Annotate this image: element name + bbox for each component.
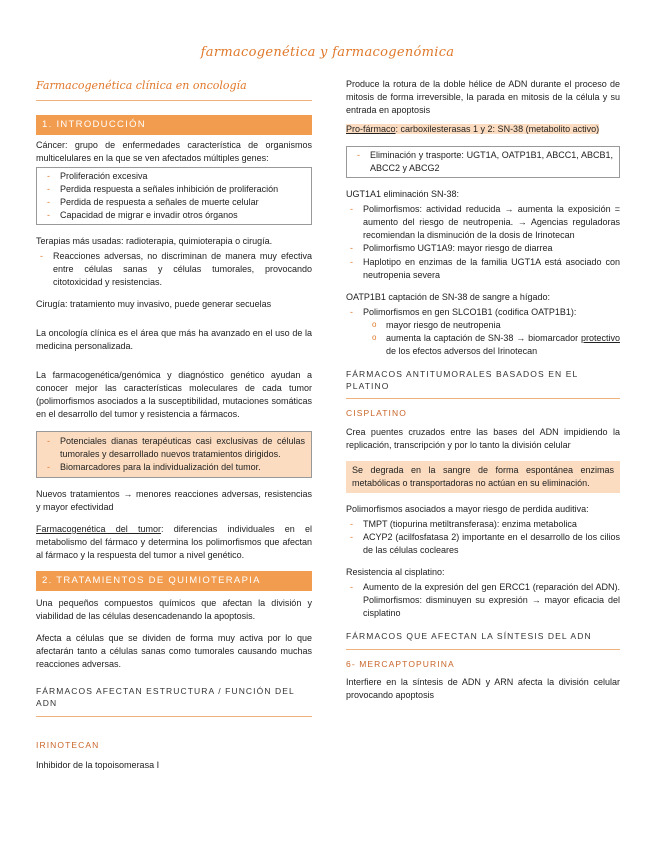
quimio-text-2: Afecta a células que se dividen de forma muy activa por lo que afectarán tanto a células sanas como tumorales causando muchas reacciones adversas. <box>36 632 312 669</box>
heading-mercaptopurina: 6- MERCAPTOPURINA <box>346 658 455 669</box>
right-column <box>346 78 620 711</box>
heading-cisplatino: CISPLATINO <box>346 408 407 419</box>
list-item: - Aumento de la expresión del gen ERCC1 (reparación del ADN). Polimorfismos: disminuyen su expresión → mayor eficacia del cisplatino <box>346 581 620 620</box>
subitem-underlined: protectivo <box>580 332 620 343</box>
profarmaco-desc: : carboxilesterasas 1 y 2: SN-38 (metabolito activo) <box>395 124 600 135</box>
oncologia-text: La oncología clínica es el área que más ha avanzado en el uso de la medicina personalizada. <box>36 328 312 352</box>
rotura-text: Produce la rotura de la doble hélice de ADN durante el proceso de mitosis de forma irreversible, la parada en mitosis de la célula y su entrada en apoptosis <box>346 79 620 116</box>
list-item: - Capacidad de migrar e invadir otros órganos <box>43 209 305 222</box>
cirugia-text: Cirugía: tratamiento muy invasivo, puede generar secuelas <box>36 299 272 310</box>
farmacogenetica-tumor-text <box>36 523 312 562</box>
irinotecan-text: Inhibidor de la topoisomerasa I <box>36 759 160 770</box>
auditiva-heading: Polimorfismos asociados a mayor riesgo de perdida auditiva: <box>346 503 589 514</box>
list-item: - Biomarcadores para la individualización del tumor. <box>43 461 305 474</box>
eliminacion-box <box>346 146 620 178</box>
list-item: - ACYP2 (acilfosfatasa 2) importante en el desarrollo de los cilios de las células cocleares <box>346 531 620 557</box>
list-item: - Perdida de respuesta a señales de muerte celular <box>43 196 305 209</box>
heading-platino: FÁRMACOS ANTITUMORALES BASADOS EN EL PLATINO <box>346 368 578 392</box>
profarmaco-text <box>346 123 620 136</box>
divider <box>346 649 620 650</box>
mercaptopurina-text: Interfiere en la síntesis de ADN y ARN afecta la división celular provocando apoptosis <box>346 676 620 701</box>
list-item: - TMPT (tiopurina metiltransferasa): enzima metabolica <box>346 518 620 531</box>
dianas-box <box>36 431 312 478</box>
subitem-text: de los efectos adversos del Irinotecan <box>386 345 538 356</box>
list-item: - Proliferación excesiva <box>43 170 305 183</box>
cancer-features-box <box>36 167 312 225</box>
list-item: - Polimorfismo UGT1A9: mayor riesgo de diarrea <box>346 242 620 255</box>
left-column <box>36 78 312 781</box>
list-item: - Polimorfismos en gen SLCO1B1 (codifica OATP1B1): <box>346 306 620 319</box>
heading-irinotecan: IRINOTECAN <box>36 739 100 750</box>
section-subtitle: Farmacogenética clínica en oncología <box>36 79 247 92</box>
list-item: - Perdida respuesta a señales inhibición de proliferación <box>43 183 305 196</box>
document-title: farmacogenética y farmacogenómica <box>200 45 455 60</box>
list-item: - Haplotipo en enzimas de la familia UGT1A está asociado con neutropenia severa <box>346 256 620 282</box>
heading-sintesis-adn: FÁRMACOS QUE AFECTAN LA SÍNTESIS DEL ADN <box>346 631 592 642</box>
list-subitem <box>346 332 620 358</box>
cancer-definition: Cáncer: grupo de enfermedades característica de organismos multicelulares en la que se ven afectados múltiples genes: <box>36 139 312 163</box>
divider <box>36 716 312 717</box>
ugt-heading: UGT1A1 eliminación SN-38: <box>346 189 460 200</box>
list-item: - Reacciones adversas, no discriminan de manera muy efectiva entre células sanas y células tumorales, provocando citotoxicidad y resistencias. <box>36 250 312 289</box>
section-heading-quimioterapia: 2. TRATAMIENTOS DE QUIMIOTERAPIA <box>36 571 312 591</box>
profarmaco-label: Pro-fármaco <box>346 124 396 135</box>
terapias-text: Terapias más usadas: radioterapia, quimioterapia o cirugía. <box>36 235 273 246</box>
farmacogenetica-tumor-label: Farmacogenética del tumor <box>36 523 162 534</box>
divider <box>36 100 312 101</box>
subitem-text: aumenta la captación de SN-38 → biomarcador <box>386 332 581 343</box>
list-item: - Polimorfismos: actividad reducida → aumenta la exposición = aumento del riesgo de neutropenia. → Agencias reguladoras recomiendan la disminución de la dosis de Irinotecan <box>346 203 620 242</box>
cisplatino-text: Crea puentes cruzados entre las bases del ADN impidiendo la replicación, transcripción y por lo tanto la división celular <box>346 426 620 450</box>
nuevos-tratamientos-text: Nuevos tratamientos → menores reacciones adversas, resistencias y mayor efectividad <box>36 488 312 512</box>
list-item: - Potenciales dianas terapéuticas casi exclusivas de células tumorales y desarrollado nuevos tratamientos dirigidos. <box>43 435 305 461</box>
section-heading-introduccion: 1. INTRODUCCIÓN <box>36 115 312 135</box>
heading-farmacos-adn: FÁRMACOS AFECTAN ESTRUCTURA / FUNCIÓN DEL ADN <box>36 685 295 709</box>
divider <box>346 398 620 399</box>
farmacogenetica-text: La farmacogenética/genómica y diagnóstico genético ayudan a conocer mejor las características moleculares de cada tumor (polimorfismos asociados a la susceptibilidad, mutaciones somáticas en el desarrollo del tumor y resistencia a fármacos. <box>36 370 312 420</box>
cisplatino-box: Se degrada en la sangre de forma espontánea enzimas metabólicas o transportadoras no actúan en su eliminación. <box>346 461 620 493</box>
list-subitem: o mayor riesgo de neutropenia <box>346 319 620 332</box>
oatp-heading: OATP1B1 captación de SN-38 de sangre a hígado: <box>346 291 550 302</box>
farmacogenetica-tumor-desc: : diferencias individuales en el metabolismo del fármaco y determina los polimorfismos que afectan al fármaco y la respuesta del tumor a nivel genético. <box>36 523 312 560</box>
list-item: - Eliminación y trasporte: UGT1A, OATP1B1, ABCC1, ABCB1, ABCC2 y ABCG2 <box>353 149 613 175</box>
quimio-text-1: Una pequeños compuestos químicos que afectan la división y viabilidad de las células desencadenando la apoptosis. <box>36 597 312 621</box>
resistencia-heading: Resistencia al cisplatino: <box>346 567 445 578</box>
